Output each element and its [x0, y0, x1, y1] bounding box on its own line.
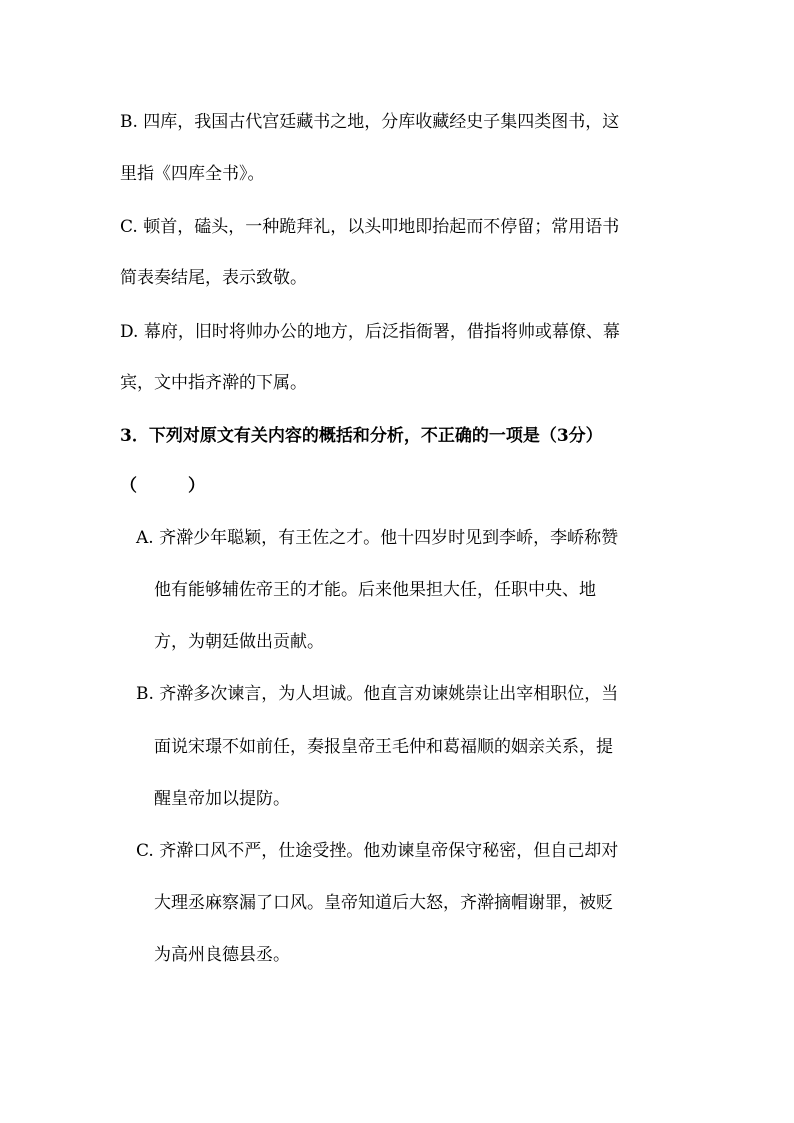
option-d-line-2: 宾，文中指齐澣的下属。 — [120, 373, 307, 393]
answer-a-line-1: A. 齐澣少年聪颖，有王佐之才。他十四岁时见到李峤，李峤称赞 — [136, 528, 619, 548]
answer-b-line-1: B. 齐澣多次谏言，为人坦诚。他直言劝谏姚崇让出宰相职位，当 — [136, 684, 619, 704]
option-b-line-2: 里指《四库全书》。 — [120, 164, 265, 184]
option-b-line-1: B. 四库，我国古代宫廷藏书之地，分库收藏经史子集四类图书，这 — [120, 112, 620, 132]
option-c-line-1: C. 顿首，磕头，一种跪拜礼，以头叩地即抬起而不停留；常用语书 — [120, 217, 620, 237]
answer-c-line-3: 为高州良德县丞。 — [154, 945, 290, 965]
answer-a-line-3: 方，为朝廷做出贡献。 — [154, 632, 324, 652]
answer-b-line-2: 面说宋璟不如前任，奏报皇帝王毛仲和葛福顺的姻亲关系，提 — [154, 737, 613, 757]
answer-a-line-2: 他有能够辅佐帝王的才能。后来他果担大任，任职中央、地 — [154, 580, 596, 600]
question-title: 3．下列对原文有关内容的概括和分析，不正确的一项是（3分） — [120, 426, 603, 446]
answer-c-line-2: 大理丞麻察漏了口风。皇帝知道后大怒，齐澣摘帽谢罪，被贬 — [154, 893, 613, 913]
option-c-line-2: 简表奏结尾，表示致敬。 — [120, 268, 307, 288]
answer-c-line-1: C. 齐澣口风不严，仕途受挫。他劝谏皇帝保守秘密，但自己却对 — [136, 841, 619, 861]
option-d-line-1: D. 幕府，旧时将帅办公的地方，后泛指衙署，借指将帅或幕僚、幕 — [120, 322, 620, 342]
answer-bracket: （ ） — [120, 476, 205, 496]
answer-b-line-3: 醒皇帝加以提防。 — [154, 789, 290, 809]
